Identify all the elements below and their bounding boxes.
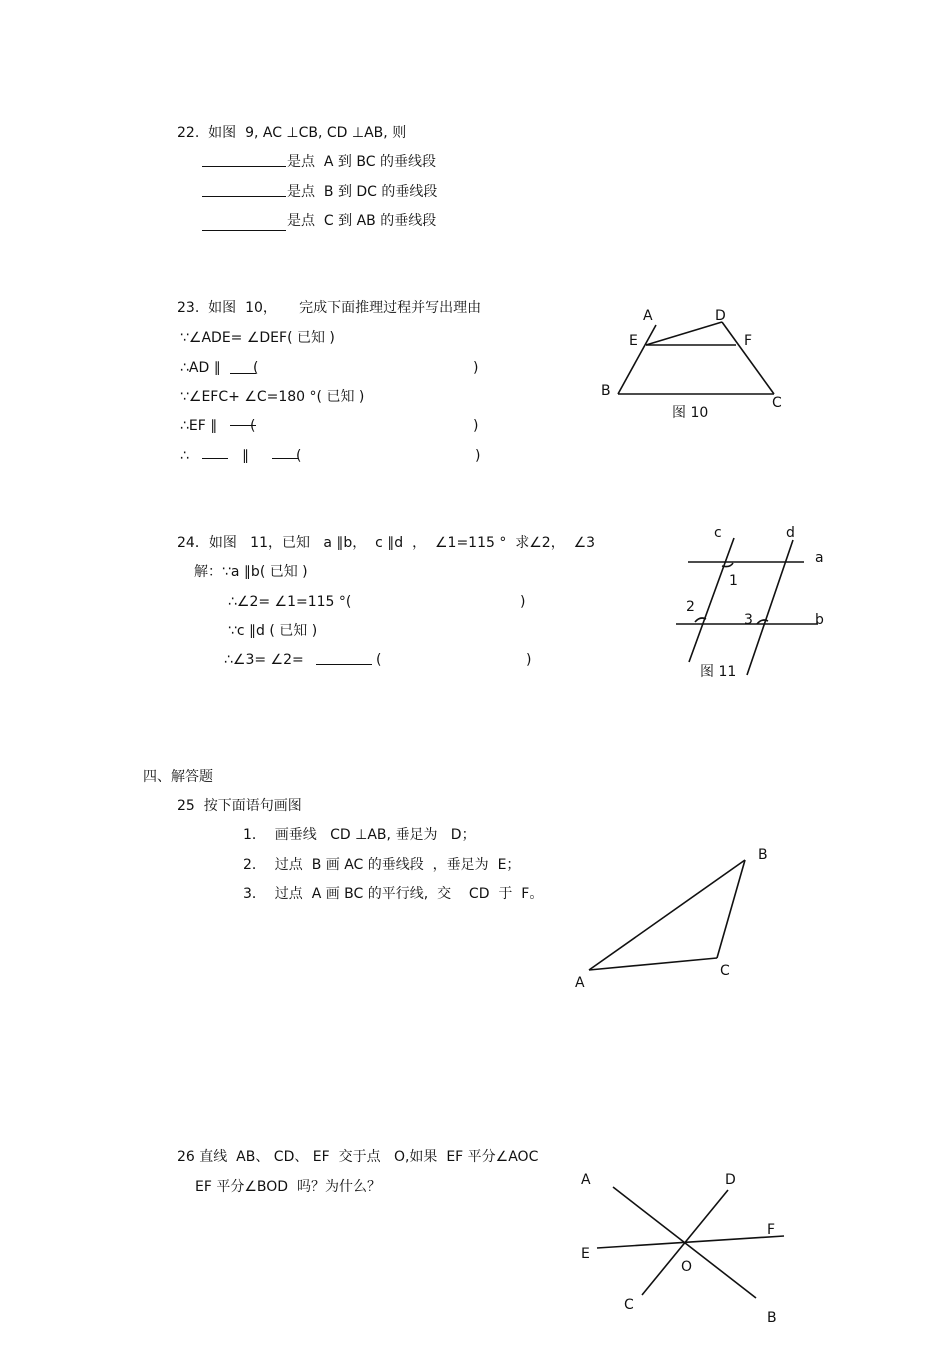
q24-line-2: ∴∠2= ∠1=115 °( <box>228 594 352 610</box>
q23-line-1: ∵∠ADE= ∠DEF( 已知 ) <box>180 330 335 346</box>
q23-line-2: ∴AD ∥ <box>180 360 221 376</box>
section-4-title: 四、解答题 <box>143 769 213 785</box>
fig11-label-1: 1 <box>729 573 738 589</box>
fig11-label-c: c <box>714 525 722 541</box>
q26-label-d: D <box>725 1172 736 1188</box>
fig11-caption: 图 11 <box>700 664 737 680</box>
q26-line-2: EF 平分∠BOD 吗？为什么？ <box>195 1179 381 1195</box>
q25-step-3: 3． 过点 A 画 BC 的平行线, 交 CD 于 F。 <box>243 886 544 902</box>
fig11-line-d <box>747 540 793 675</box>
triangle-label-b: B <box>758 847 768 863</box>
q26-label-a: A <box>581 1172 591 1188</box>
q24-line-1: 解：∵a ∥b( 已知 ) <box>194 564 308 580</box>
q23-line-5-open: ( <box>296 448 302 464</box>
q23-line-4-open: ( <box>250 418 256 434</box>
triangle-label-c: C <box>720 963 730 979</box>
fig10-caption: 图 10 <box>672 405 709 421</box>
figure-q25-triangle <box>575 847 768 991</box>
q26-stem: 26 直线 AB、 CD、 EF 交于点 O,如果 EF 平分∠AOC <box>177 1149 539 1165</box>
q22-line-1: 是点 A 到 BC 的垂线段 <box>287 154 436 170</box>
figure-q26-intersecting-lines <box>581 1172 784 1326</box>
q23-line-4: ∴EF ∥ <box>180 418 218 434</box>
q26-label-b: B <box>767 1310 777 1326</box>
fig11-label-a: a <box>815 550 824 566</box>
q24-line-4-open: ( <box>376 652 382 668</box>
fig10-label-e: E <box>629 333 638 349</box>
triangle-side-ac <box>589 958 717 970</box>
q24-line-3: ∵c ∥d ( 已知 ) <box>228 623 318 639</box>
fig10-label-b: B <box>601 383 611 399</box>
q23-line-3: ∵∠EFC+ ∠C=180 °( 已知 ) <box>180 389 365 405</box>
q22-line-2: 是点 B 到 DC 的垂线段 <box>287 184 438 200</box>
q23-line-2-open: ( <box>253 360 259 376</box>
q24-line-4: ∴∠3= ∠2= <box>224 652 304 668</box>
fig10-label-d: D <box>715 308 726 324</box>
q23-line-5-parallel: ∥ <box>242 448 249 464</box>
q25-step-1: 1． 画垂线 CD ⊥AB, 垂足为 D； <box>243 827 476 843</box>
q24-line-2-close: ) <box>520 594 526 610</box>
fig10-label-f: F <box>744 333 753 349</box>
fig11-label-b: b <box>815 612 824 628</box>
fig10-label-a: A <box>643 308 653 324</box>
triangle-side-cb <box>717 860 745 958</box>
q23-line-5-close: ) <box>475 448 481 464</box>
q24-line-4-close: ) <box>526 652 532 668</box>
q22-stem: 22. 如图 9, AC ⊥CB, CD ⊥AB, 则 <box>177 125 407 141</box>
triangle-side-ab <box>589 860 745 970</box>
q25-stem: 25 按下面语句画图 <box>177 798 302 814</box>
fig10-line-ed <box>646 322 722 345</box>
q23-stem: 23. 如图 10， 完成下面推理过程并写出理由 <box>177 300 482 316</box>
q23-line-2-close: ) <box>473 360 479 376</box>
q23-line-5: ∴ <box>180 448 189 464</box>
q23-line-4-close: ) <box>473 418 479 434</box>
q26-label-e: E <box>581 1246 590 1262</box>
figure-11 <box>676 525 824 680</box>
fig11-line-c <box>689 538 734 662</box>
fig11-label-d: d <box>786 525 795 541</box>
triangle-label-a: A <box>575 975 585 991</box>
fig10-label-c: C <box>772 395 782 411</box>
q26-label-o: O <box>681 1259 693 1275</box>
q26-label-f: F <box>767 1222 776 1238</box>
q24-stem: 24．如图 11，已知 a ∥b， c ∥d ， ∠1=115 ° 求∠2， ∠3 <box>177 535 596 551</box>
q22-line-3: 是点 C 到 AB 的垂线段 <box>287 213 437 229</box>
fig11-label-3: 3 <box>744 612 753 628</box>
figure-10 <box>601 308 782 421</box>
fig11-label-2: 2 <box>686 599 695 615</box>
q26-label-c: C <box>624 1297 634 1313</box>
q25-step-2: 2． 过点 B 画 AC 的垂线段 ，垂足为 E； <box>243 857 521 873</box>
